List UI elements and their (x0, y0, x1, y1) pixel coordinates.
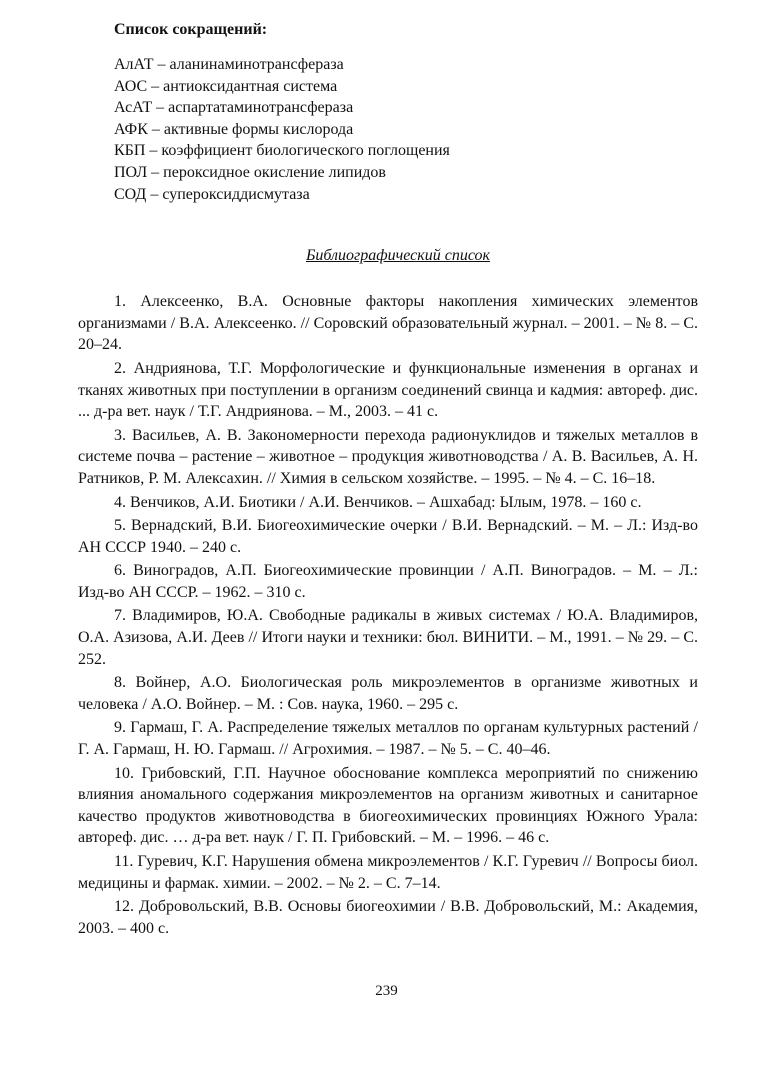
bibliography-entry: 11. Гуревич, К.Г. Нарушения обмена микроэлементов / К.Г. Гуревич // Вопросы биол. медицины и фармак. химии. – 2002. – № 2. – С. 7–14. (78, 853, 698, 892)
page-number: 239 (375, 983, 398, 999)
document-page (78, 20, 698, 941)
bibliography-entry: 8. Войнер, А.О. Биологическая роль микроэлементов в организме животных и человека / А.О. Войнер. – М. : Сов. наука, 1960. – 295 с. (78, 674, 698, 713)
bibliography-entry: 3. Васильев, А. В. Закономерности перехода радионуклидов и тяжелых металлов в системе почва – растение – животное – продукция животноводства / А. В. Васильев, А. Н. Ратников, Р. М. Алексахин. // Химия в сельском хозяйстве. – 1995. – № 4. – С. 16–18. (78, 426, 698, 487)
abbreviation-item: АлАТ – аланинаминотрансфераза (114, 56, 344, 73)
abbreviations-title: Список сокращений: (114, 21, 268, 38)
abbreviations-list (114, 54, 698, 205)
bibliography-entry: 9. Гармаш, Г. А. Распределение тяжелых металлов по органам культурных растений / Г. А. Гармаш, Н. Ю. Гармаш. // Агрохимия. – 1987. – № 5. – С. 40–46. (78, 719, 698, 759)
bibliography-entry: 2. Андриянова, Т.Г. Морфологические и функциональные изменения в органах и тканях животных при поступлении в организм соединений свинца и кадмия: автореф. дис. ... д-ра вет. наук / Т.Г. Андриянова. – М., 2003. – 41 с. (78, 359, 698, 421)
bibliography-entry: 1. Алексеенко, В.А. Основные факторы накопления химических элементов организмами / В.А. Алексеенко. // Соровский образовательный журнал. – 2001. – № 8. – С. 20–24. (78, 293, 698, 354)
bibliography-entry: 4. Венчиков, А.И. Биотики / А.И. Венчиков. – Ашхабад: Ылым, 1978. – 160 с. (114, 493, 642, 511)
bibliography-title: Библиографический список (305, 247, 491, 265)
bibliography-entry: 12. Добровольский, В.В. Основы биогеохимии / В.В. Добровольский, М.: Академия, 2003. – 400 с. (78, 898, 698, 937)
abbreviation-item: АсАТ – аспартатаминотрансфераза (114, 99, 354, 117)
abbreviation-item: КБП – коэффициент биологического поглощения (114, 142, 450, 160)
bibliography-entry: 10. Грибовский, Г.П. Научное обоснование комплекса мероприятий по снижению влияния аномального содержания микроэлементов на организм животных и санитарное качество продуктов животноводства в биогеохимических провинциях Южного Урала: автореф. дис. … д-ра вет. наук / Г. П. Грибовский. – М. – 1996. – 46 с. (78, 764, 698, 847)
abbreviation-item: ПОЛ – пероксидное окисление липидов (114, 163, 386, 181)
bibliography-entry: 6. Виноградов, А.П. Биогеохимические провинции / А.П. Виноградов. – М. – Л.: Изд-во АН СССР. – 1962. – 310 с. (78, 562, 698, 601)
bibliography-list (78, 291, 698, 939)
abbreviation-item: АФК – активные формы кислорода (114, 120, 354, 138)
abbreviation-item: СОД – супероксиддисмутаза (114, 185, 310, 203)
abbreviation-item: АОС – антиоксидантная система (114, 77, 338, 95)
bibliography-entry: 5. Вернадский, В.И. Биогеохимические очерки / В.И. Вернадский. – М. – Л.: Изд-во АН СССР 1940. – 240 с. (78, 517, 698, 556)
bibliography-entry: 7. Владимиров, Ю.А. Свободные радикалы в живых системах / Ю.А. Владимиров, О.А. Азизова, А.И. Деев // Итоги науки и техники: бюл. ВИНИТИ. – М., 1991. – № 29. – С. 252. (78, 607, 698, 668)
